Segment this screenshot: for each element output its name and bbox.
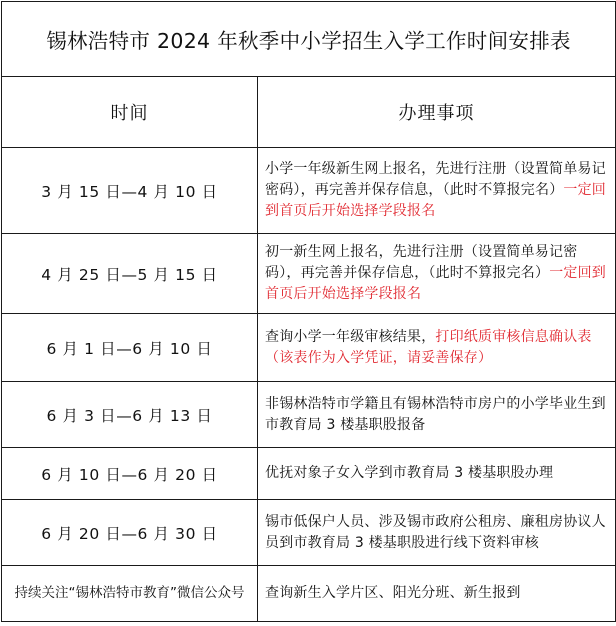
table-row	[2, 234, 616, 314]
table-row	[2, 566, 616, 622]
row-item	[258, 148, 616, 234]
header-row	[2, 77, 616, 148]
title-row	[2, 2, 616, 77]
column-header-items: 办理事项	[258, 77, 616, 148]
row-time: 6 月 3 日—6 月 13 日	[2, 382, 258, 448]
row-time: 4 月 25 日—5 月 15 日	[2, 234, 258, 314]
item-text: 优抚对象子女入学到市教育局 3 楼基职股办理	[265, 465, 554, 481]
schedule-document	[1, 1, 615, 624]
table-row	[2, 448, 616, 500]
item-text: 锡市低保户人员、涉及锡市政府公租房、廉租房协议人员到市教育局 3 楼基职股进行线下资料审核	[265, 513, 606, 551]
row-time: 6 月 20 日—6 月 30 日	[2, 500, 258, 566]
item-highlight: 打印纸质审核信息确认表（该表作为入学凭证，请妥善保存）	[265, 328, 592, 366]
row-item	[258, 314, 616, 382]
table-title: 锡林浩特市 2024 年秋季中小学招生入学工作时间安排表	[2, 2, 616, 77]
column-header-time: 时间	[2, 77, 258, 148]
schedule-table	[1, 1, 616, 622]
table-row	[2, 382, 616, 448]
item-highlight: 一定回到首页后开始选择学段报名	[265, 265, 607, 302]
item-text: 初一新生网上报名，先进行注册（设置简单易记密码），再完善并保存信息，（此时不算报完名）	[265, 244, 578, 281]
row-time: 6 月 1 日—6 月 10 日	[2, 314, 258, 382]
table-row	[2, 148, 616, 234]
item-text: 非锡林浩特市学籍且有锡林浩特市房户的小学毕业生到市教育局 3 楼基职股报备	[265, 395, 606, 433]
row-time: 6 月 10 日—6 月 20 日	[2, 448, 258, 500]
item-text: 小学一年级新生网上报名，先进行注册（设置简单易记密码），再完善并保存信息，（此时不算报完名）	[265, 161, 606, 198]
table-row	[2, 500, 616, 566]
row-time: 持续关注“锡林浩特市教育”微信公众号	[2, 566, 258, 622]
row-item	[258, 500, 616, 566]
item-text: 查询新生入学片区、阳光分班、新生报到	[265, 585, 521, 601]
row-item	[258, 448, 616, 500]
table-row	[2, 314, 616, 382]
item-text: 查询小学一年级审核结果，	[265, 328, 436, 345]
item-highlight: 一定回到首页后开始选择学段报名	[265, 182, 607, 219]
row-item	[258, 566, 616, 622]
row-time: 3 月 15 日—4 月 10 日	[2, 148, 258, 234]
row-item	[258, 234, 616, 314]
row-item	[258, 382, 616, 448]
